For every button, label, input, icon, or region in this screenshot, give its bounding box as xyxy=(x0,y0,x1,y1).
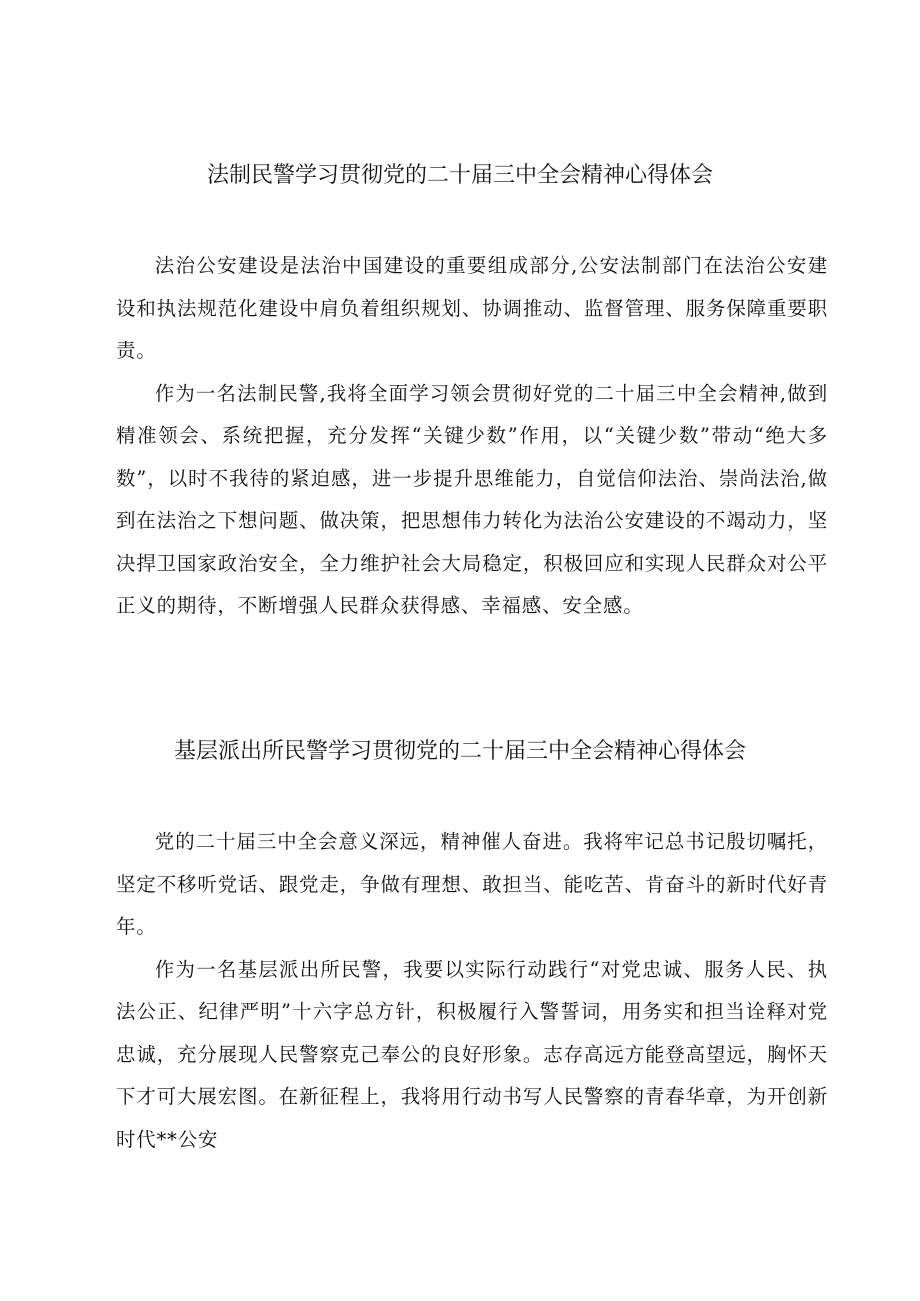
paragraph: 作为一名法制民警,我将全面学习领会贯彻好党的二十届三中全会精神,做到精准领会、系统把握，充分发挥“关键少数”作用，以“关键少数”带动“绝大多数”，以时不我待的紧迫感，进一步提升思维能力，自觉信仰法治、崇尚法治,做到在法治之下想问题、做决策，把思想伟力转化为法治公安建设的不竭动力，坚决捍卫国家政治安全，全力维护社会大局稳定，积极回应和实现人民群众对公平正义的期待，不断增强人民群众获得感、幸福感、安全感。 xyxy=(116,381,828,617)
section-title-grassroots-police: 基层派出所民警学习贯彻党的二十届三中全会精神心得体会 xyxy=(173,739,746,764)
paragraph: 法治公安建设是法治中国建设的重要组成部分,公安法制部门在法治公安建设和执法规范化建设中肩负着组织规划、协调推动、监督管理、服务保障重要职责。 xyxy=(116,254,828,362)
paragraph: 党的二十届三中全会意义深远，精神催人奋进。我将牢记总书记殷切嘱托，坚定不移听党话、跟党走，争做有理想、敢担当、能吃苦、肯奋斗的新时代好青年。 xyxy=(116,830,828,938)
section-title-legal-police: 法制民警学习贯彻党的二十届三中全会精神心得体会 xyxy=(206,163,713,188)
section-body-legal-police xyxy=(116,245,828,628)
paragraph: 作为一名基层派出所民警，我要以实际行动践行“对党忠诚、服务人民、执法公正、纪律严明”十六字总方针，积极履行入警誓词，用务实和担当诠释对党忠诚，充分展现人民警察克己奉公的良好形象。志存高远方能登高望远，胸怀天下才可大展宏图。在新征程上，我将用行动书写人民警察的青春华章，为开创新时代**公安 xyxy=(116,957,828,1151)
section-body-grassroots-police xyxy=(116,821,828,1161)
